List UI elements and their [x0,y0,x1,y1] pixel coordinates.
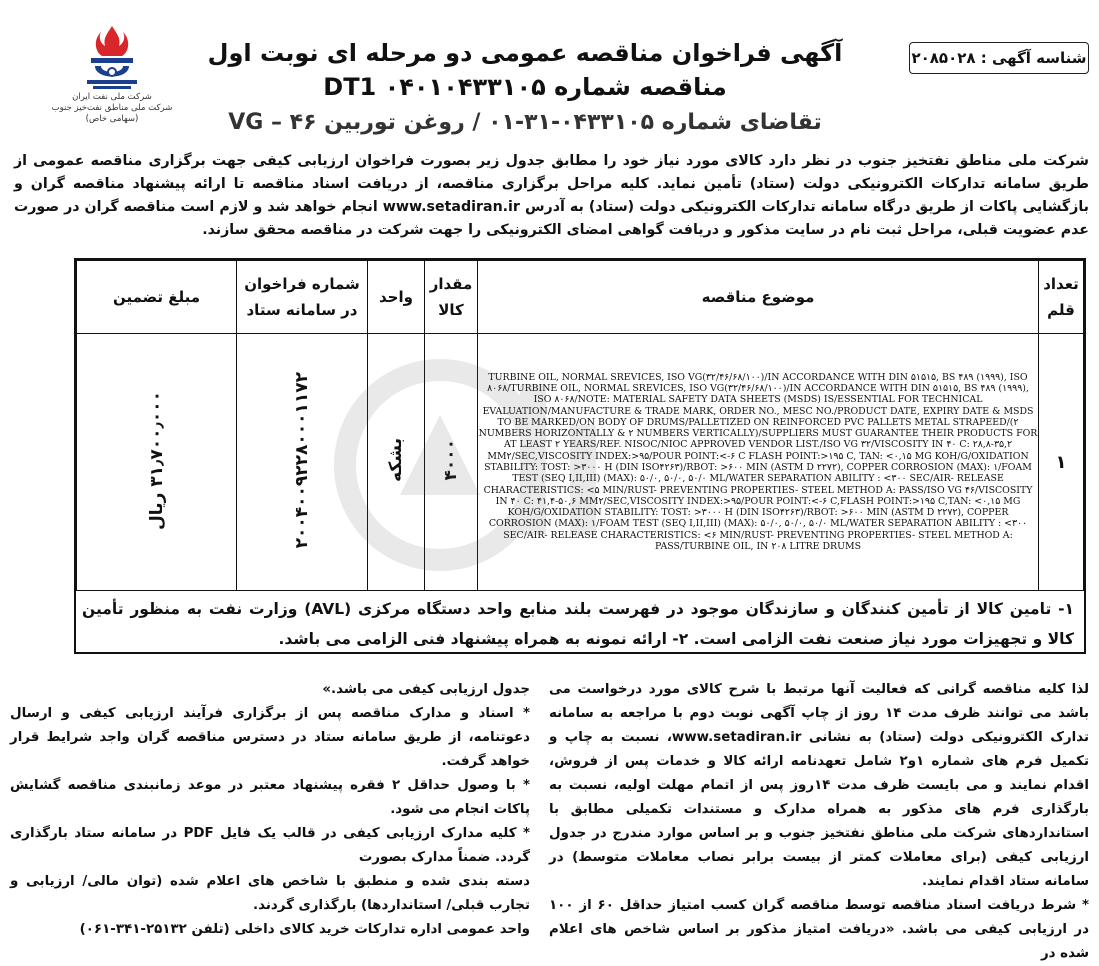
bottom-left-paragraph-2: * اسناد و مدارک مناقصه پس از برگزاری فرآیند ارزیابی کیفی و ارسال دعوتنامه، از طریق سامانه ستاد در دسترس مناقصه گران واجد شرایط قرار خواهد گرفت. [10,706,530,769]
bottom-left-paragraph-4: * کلیه مدارک ارزیابی کیفی در قالب یک فایل PDF در سامانه ستاد بارگذاری گردد. ضمناً مدارک بصورت [10,826,530,865]
request-number: تقاضای شماره ۰۴۳۳۱۰۵-۳۱-۰۱ / روغن توربین ۴۶ – VG [228,110,822,135]
tender-table-frame [74,258,1086,654]
logo-line-3: (سهامی خاص) [85,114,139,124]
intro-paragraph: شرکت ملی مناطق نفتخیز جنوب در نظر دارد کالای مورد نیاز خود را مطابق جدول زیر بصورت فراخوان ارزیابی کیفی جهت برگزاری مناقصه عمومی از طریق سامانه تدارکات الکترونیکی دولت (ستاد) تأمین نماید. کلیه مراحل برگزاری مناقصه، از دریافت اسناد مناقصه تا ارائه پیشنهاد مناقصه گران و بازگشایی پاکات از طریق درگاه سامانه تدارکات الکترونیکی دولت (ستاد) به آدرس www.setadiran.ir انجام خواهد شد و لازم است مناقصه گران در صورت عدم عضویت قبلی، مراحل ثبت نام در سایت مذکور و دریافت گواهی امضای الکترونیکی را جهت شرکت در مناقصه محقق سازند. [14,153,1089,238]
row-guarantee-cell [77,334,237,591]
table-note: ۱- تامین کالا از تأمین کنندگان و سازندگان موجود در فهرست بلند منابع واحد دستگاه مرکزی (AVL) وزارت نفت به منظور تأمین کالا و تجهیزات مورد نیاز صنعت نفت الزامی است. ۲- ارائه نمونه به همراه پیشنهاد فنی الزامی می باشد. [82,600,1074,648]
header-unit: واحد [368,261,425,334]
row-spec: TURBINE OIL, NORMAL SREVICES, ISO VG(۳۲/۴۶/۶۸/۱۰۰)/IN ACCORDANCE WITH DIN ۵۱۵۱۵, BS ۴۸۹ (۱۹۹۹), ISO ۸۰۶۸/TURBINE OIL, NORMAL SREVICES, ISO VG(۳۲/۴۶/۶۸/۱۰۰)/IN ACCORDANCE WITH DIN ۵۱۵۱۵, BS ۴۸۹ (۱۹۹۹), ISO ۸۰۶۸/NOTE: MATERIAL SAFETY DATA SHEETS (MSDS) IS/ESSENTIAL FOR TECHNICAL EVALUATION/MANUFACTURE & TRADE MARK, ORDER NO., MESC NO./PRODUCT DATE, EXPIRY DATE & MSDS TO BE MARKED/ON BODY OF DRUMS/PALLETIZED ON REINFORCED PVC PALLETS METAL STRAPEED/(۲ NUMBERS HORIZONTALLY & ۲ NUMBERS VERTICALLY)/SUPPLIERS MUST GUARANTEE THEIR PRODUCTS FOR AT LEAST ۲ YEARS/REF. NISOC/NIOC APPROVED VENDOR LIST./ISO VG ۳۲/VISCOSITY IN ۴۰ C: ۲۸,۸-۳۵,۲ MM۲/SEC,VISCOSITY INDEX:>۹۵/POUR POINT:<-۶ C FLASH POINT:>۱۹۵ C, TAN: <۰,۱۵ MG KOH/G/OXIDATION STABILITY: TOST: >۳۰۰۰ H (DIN ISO۴۲۶۳)/RBOT: >۶۰۰ MIN (ASTM D ۲۲۷۲), COPPER CORROSION (MAX): ۱/FOAM TEST (SEQ I,II,III) (MAX): ۵۰/۰, ۵۰/۰, ۵۰/۰ ML/WATER SEPARATION ABILITY : <۳۰۰ SEC/AIR- RELEASE CHARACTERISTICS: <۵ MIN/RUST- PREVENTING PROPERTIES- STEEL METHOD A: PASS/ISO VG ۴۶/VISCOSITY IN ۴۰ C: ۴۱,۴-۵۰,۶ MM۲/SEC,VISCOSITY INDEX:>۹۵/POUR POINT:<-۶ C,FLASH POINT:>۱۹۵ C,TAN: <۰,۱۵ MG KOH/G/OXIDATION STABILITY: TOST: >۳۰۰۰ H (DIN ISO۴۲۶۳)/RBOT: >۶۰۰ MIN (ASTM D ۲۲۷۲), COPPER CORROSION (MAX): ۱/FOAM TEST (SEQ I,II,III) (MAX): ۵۰/۰, ۵۰/۰, ۵۰/۰ ML/WATER SEPARATION ABILITY : <۳۰۰ SEC/AIR- RELEASE CHARACTERISTICS: <۶ MIN/RUST- PREVENTING PROPERTIES- STEEL METHOD A: PASS/TURBINE OIL, IN ۲۰۸ LITRE DRUMS [478,334,1039,591]
bottom-right-paragraph-1: لذا کلیه مناقصه گرانی که فعالیت آنها مرتبط با شرح کالای مورد درخواست می باشد می توانند ظرف مدت ۱۴ روز از چاپ آگهی نوبت دوم با مراجعه به سامانه تدارک الکترونیکی دولت (ستاد) به نشانی www.setadiran.ir، نسبت به چاپ و تکمیل فرم های شماره ۱و۲ شامل تعهدنامه ارائه کالا و خدمات پس از فروش، اقدام نمایند و می بایست ظرف مدت ۱۴روز پس از اتمام مهلت اولیه، نسبت به بارگذاری فرم های مذکور به همراه مدارک و مستندات تکمیلی مطابق با استانداردهای شرکت ملی مناطق نفتخیز جنوب و بر اساس موارد مندرج در جدول ارزیابی کیفی (برای معاملات کمتر از بیست برابر نصاب معاملات متوسط) در سامانه ستاد اقدام نمایند. [549,682,1089,889]
tender-number: مناقصه شماره DT1 ۰۴۰۱۰۴۳۳۱۰۵ [323,73,727,101]
bottom-right-column [549,678,1089,966]
header-call-no: شماره فراخوان در سامانه ستاد [237,261,368,334]
nioc-logo [42,22,182,132]
page-title: آگهی فراخوان مناقصه عمومی دو مرحله ای نوبت اول [207,39,843,67]
bottom-right-paragraph-2: * شرط دریافت اسناد مناقصه توسط مناقصه گران کسب امتیاز حداقل ۶۰ از ۱۰۰ در ارزیابی کیفی می باشد. «دریافت امتیاز مذکور بر اساس شاخص های اعلام شده در [549,898,1090,961]
table-row [77,334,1084,591]
bottom-left-paragraph-1: جدول ارزیابی کیفی می باشد.» [322,682,530,697]
header-count: تعداد قلم [1039,261,1084,334]
row-guarantee: ۳۱٫۷۰۰٫۰۰۰ ریال [146,390,167,530]
nioc-emblem-icon [77,22,147,92]
bottom-left-paragraph-3: * با وصول حداقل ۲ فقره پیشنهاد معتبر در موعد زمانبندی مناقصه گشایش پاکات انجام می شود. [10,778,530,817]
header-subject: موضوع مناقصه [478,261,1039,334]
row-qty-cell [425,334,478,591]
bottom-left-column [10,678,530,942]
ad-id-box: شناسه آگهی : ۲۰۸۵۰۲۸ [909,42,1089,74]
title-block [190,36,860,140]
table-header-row [77,261,1084,334]
bottom-left-paragraph-5: دسته بندی شده و منطبق با شاخص های اعلام شده (توان مالی/ ارزیابی و تجارب قبلی/ استانداردها) بارگذاری گردند. [10,874,530,913]
logo-line-2: شرکت ملی مناطق نفت‌خیز جنوب [51,103,173,113]
row-count: ۱ [1039,334,1084,591]
logo-line-1: شرکت ملی نفت ایران [72,92,152,102]
header-qty: مقدار کالا [425,261,478,334]
row-unit-cell [368,334,425,591]
header-guarantee: مبلغ تضمین [77,261,237,334]
contact-line: واحد عمومی اداره تدارکات خرید کالای داخلی (تلفن ۲۵۱۳۲-۳۴۱-۰۶۱) [79,922,530,937]
row-call-no: ۲۰۰۴۰۰۹۲۲۸۰۰۰۱۱۷۲ [292,371,312,549]
tender-table [76,260,1084,591]
row-unit: بشکه [386,437,406,482]
row-qty: ۴۰۰۰ [441,438,461,481]
row-call-no-cell [237,334,368,591]
